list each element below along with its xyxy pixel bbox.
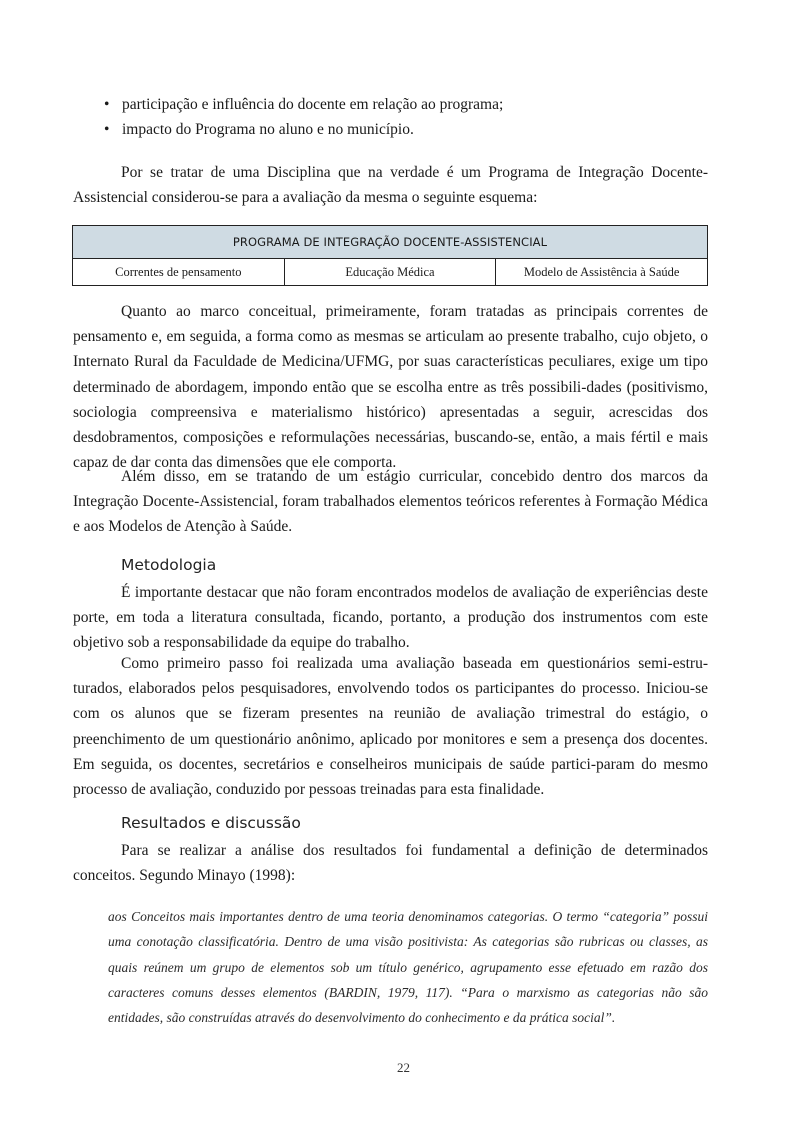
metodologia-paragraph: É importante destacar que não foram encontrados modelos de avaliação de experiências deste porte, em toda a literatura consultada, ficando, portanto, a produção dos instrumentos com este objetivo sob a responsabilidade da equipe do trabalho. — [73, 584, 708, 652]
scheme-table-cell: Correntes de pensamento — [73, 259, 285, 286]
intro-paragraph: Por se tratar de uma Disciplina que na verdade é um Programa de Integração Docente-Assistencial considerou-se para a avaliação da mesma o seguinte esquema: — [73, 164, 708, 207]
scheme-table — [72, 225, 708, 286]
resultados-paragraph: Para se realizar a análise dos resultados foi fundamental a definição de determinados conceitos. Segundo Minayo (1998): — [73, 842, 708, 885]
bullet-item: • impacto do Programa no aluno e no município. — [104, 117, 503, 142]
bullet-list — [104, 92, 503, 142]
metodologia-paragraph: Como primeiro passo foi realizada uma avaliação baseada em questionários semi-estru-turados, elaborados pelos pesquisadores, envolvendo todos os participantes do processo. Iniciou-se com os alunos que se fizeram presentes na reunião de avaliação trimestral do estágio, o preenchimento de um questionário anônimo, aplicado por monitores e sem a presença dos docentes. Em seguida, os docentes, secretários e conselheiros municipais de saúde partici-param do mesmo processo de avaliação, conduzido por pessoas treinadas para esta finalidade. — [73, 655, 708, 799]
page-number: 22 — [397, 1060, 410, 1075]
marco-conceitual-paragraph: Quanto ao marco conceitual, primeiramente, foram tratadas as principais correntes de pensamento e, em seguida, a forma como as mesmas se articulam ao presente trabalho, cujo objeto, o Internato Rural da Faculdade de Medicina/UFMG, por suas características peculiares, exige um tipo determinado de abordagem, impondo então que se escolha entre as três possibili-dades (positivismo, sociologia compreensiva e materialismo histórico) apresentadas a seguir, acrescidas dos desdobramentos, composições e reformulações necessárias, buscando-se, então, a mais fértil e mais capaz de dar conta das dimensões que ele comporta. — [73, 303, 708, 472]
scheme-table-header: PROGRAMA DE INTEGRAÇÃO DOCENTE-ASSISTENCIAL — [73, 226, 708, 259]
block-quote: aos Conceitos mais importantes dentro de uma teoria denominamos categorias. O termo “categoria” possui uma conotação classificatória. Dentro de uma visão positivista: As categorias são rubricas ou classes, as quais reúnem um grupo de elementos sob um título genérico, agrupamento esse efetuado em razão dos caracteres comuns desses elementos (BARDIN, 1979, 117). “Para o marxismo as categorias não são entidades, são construídas através do desenvolvimento do conhecimento e da prática social”. — [108, 909, 708, 1026]
scheme-table-cell: Modelo de Assistência à Saúde — [496, 259, 708, 286]
section-heading-metodologia: Metodologia — [121, 556, 217, 574]
integracao-paragraph: Além disso, em se tratando de um estágio curricular, concebido dentro dos marcos da Integração Docente-Assistencial, foram trabalhados elementos teóricos referentes à Formação Médica e aos Modelos de Atenção à Saúde. — [73, 468, 708, 536]
bullet-item: • participação e influência do docente em relação ao programa; — [104, 92, 503, 117]
section-heading-resultados: Resultados e discussão — [121, 814, 301, 832]
scheme-table-cell: Educação Médica — [284, 259, 496, 286]
